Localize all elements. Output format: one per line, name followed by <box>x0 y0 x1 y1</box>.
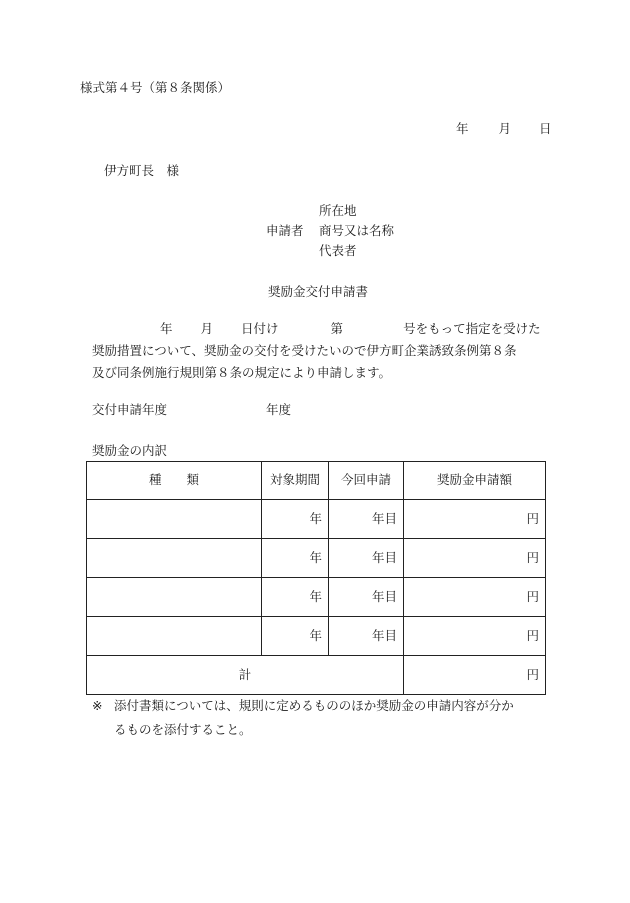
period-cell: 年 <box>262 500 329 539</box>
note-text-1: 添付書類については、規則に定めるもののほか奨励金の申請内容が分か <box>114 698 514 713</box>
applicant-address-label: 所在地 <box>319 203 357 218</box>
header-current: 今回申請 <box>329 462 404 500</box>
date-year: 年 <box>456 121 469 136</box>
table-header-row <box>87 462 546 500</box>
table-total-row <box>87 656 546 695</box>
table-row <box>87 539 546 578</box>
note-line-2: るものを添付すること。 <box>114 722 252 737</box>
body-month: 月 <box>200 321 214 336</box>
applicant-name-label: 商号又は名称 <box>319 223 395 238</box>
application-body <box>92 318 552 384</box>
note-line-1 <box>92 694 552 718</box>
current-cell: 年目 <box>329 500 404 539</box>
period-cell: 年 <box>262 578 329 617</box>
addressee: 伊方町長 様 <box>104 163 180 178</box>
body-line-2: 奨励措置について、奨励金の交付を受けたいので伊方町企業誘致条例第８条 <box>92 343 517 358</box>
breakdown-table <box>86 461 546 695</box>
type-cell <box>87 539 262 578</box>
body-year: 年 <box>160 321 173 336</box>
table-row <box>87 578 546 617</box>
amount-cell: 円 <box>404 539 546 578</box>
period-cell: 年 <box>262 539 329 578</box>
date-line <box>456 123 552 136</box>
amount-cell: 円 <box>404 500 546 539</box>
header-amount: 奨励金申請額 <box>404 462 546 500</box>
current-cell: 年目 <box>329 578 404 617</box>
header-type: 種 類 <box>87 462 262 500</box>
period-cell: 年 <box>262 617 329 656</box>
applicant-representative-label: 代表者 <box>319 243 357 258</box>
attachment-note <box>92 694 552 742</box>
amount-cell: 円 <box>404 578 546 617</box>
body-go-text: 号をもって指定を受けた <box>403 321 541 336</box>
fiscal-year-unit: 年度 <box>266 402 292 417</box>
breakdown-caption: 奨励金の内訳 <box>92 443 168 458</box>
date-day: 日 <box>539 121 552 136</box>
type-cell <box>87 578 262 617</box>
total-label: 計 <box>87 656 404 695</box>
form-number: 様式第４号（第８条関係） <box>80 80 231 95</box>
note-mark: ※ <box>92 698 103 713</box>
table-row <box>87 617 546 656</box>
type-cell <box>87 500 262 539</box>
body-dai: 第 <box>330 321 344 336</box>
date-month: 月 <box>498 121 512 136</box>
type-cell <box>87 617 262 656</box>
body-line-3: 及び同条例施行規則第８条の規定により申請します。 <box>92 365 392 380</box>
current-cell: 年目 <box>329 617 404 656</box>
body-dated: 日付け <box>241 321 279 336</box>
applicant-label: 申請者 <box>266 223 304 238</box>
current-cell: 年目 <box>329 539 404 578</box>
document-title: 奨励金交付申請書 <box>268 284 369 299</box>
body-line-1 <box>92 318 552 340</box>
table-row <box>87 500 546 539</box>
total-amount: 円 <box>404 656 546 695</box>
fiscal-year-label: 交付申請年度 <box>92 402 168 417</box>
amount-cell: 円 <box>404 617 546 656</box>
header-period: 対象期間 <box>262 462 329 500</box>
